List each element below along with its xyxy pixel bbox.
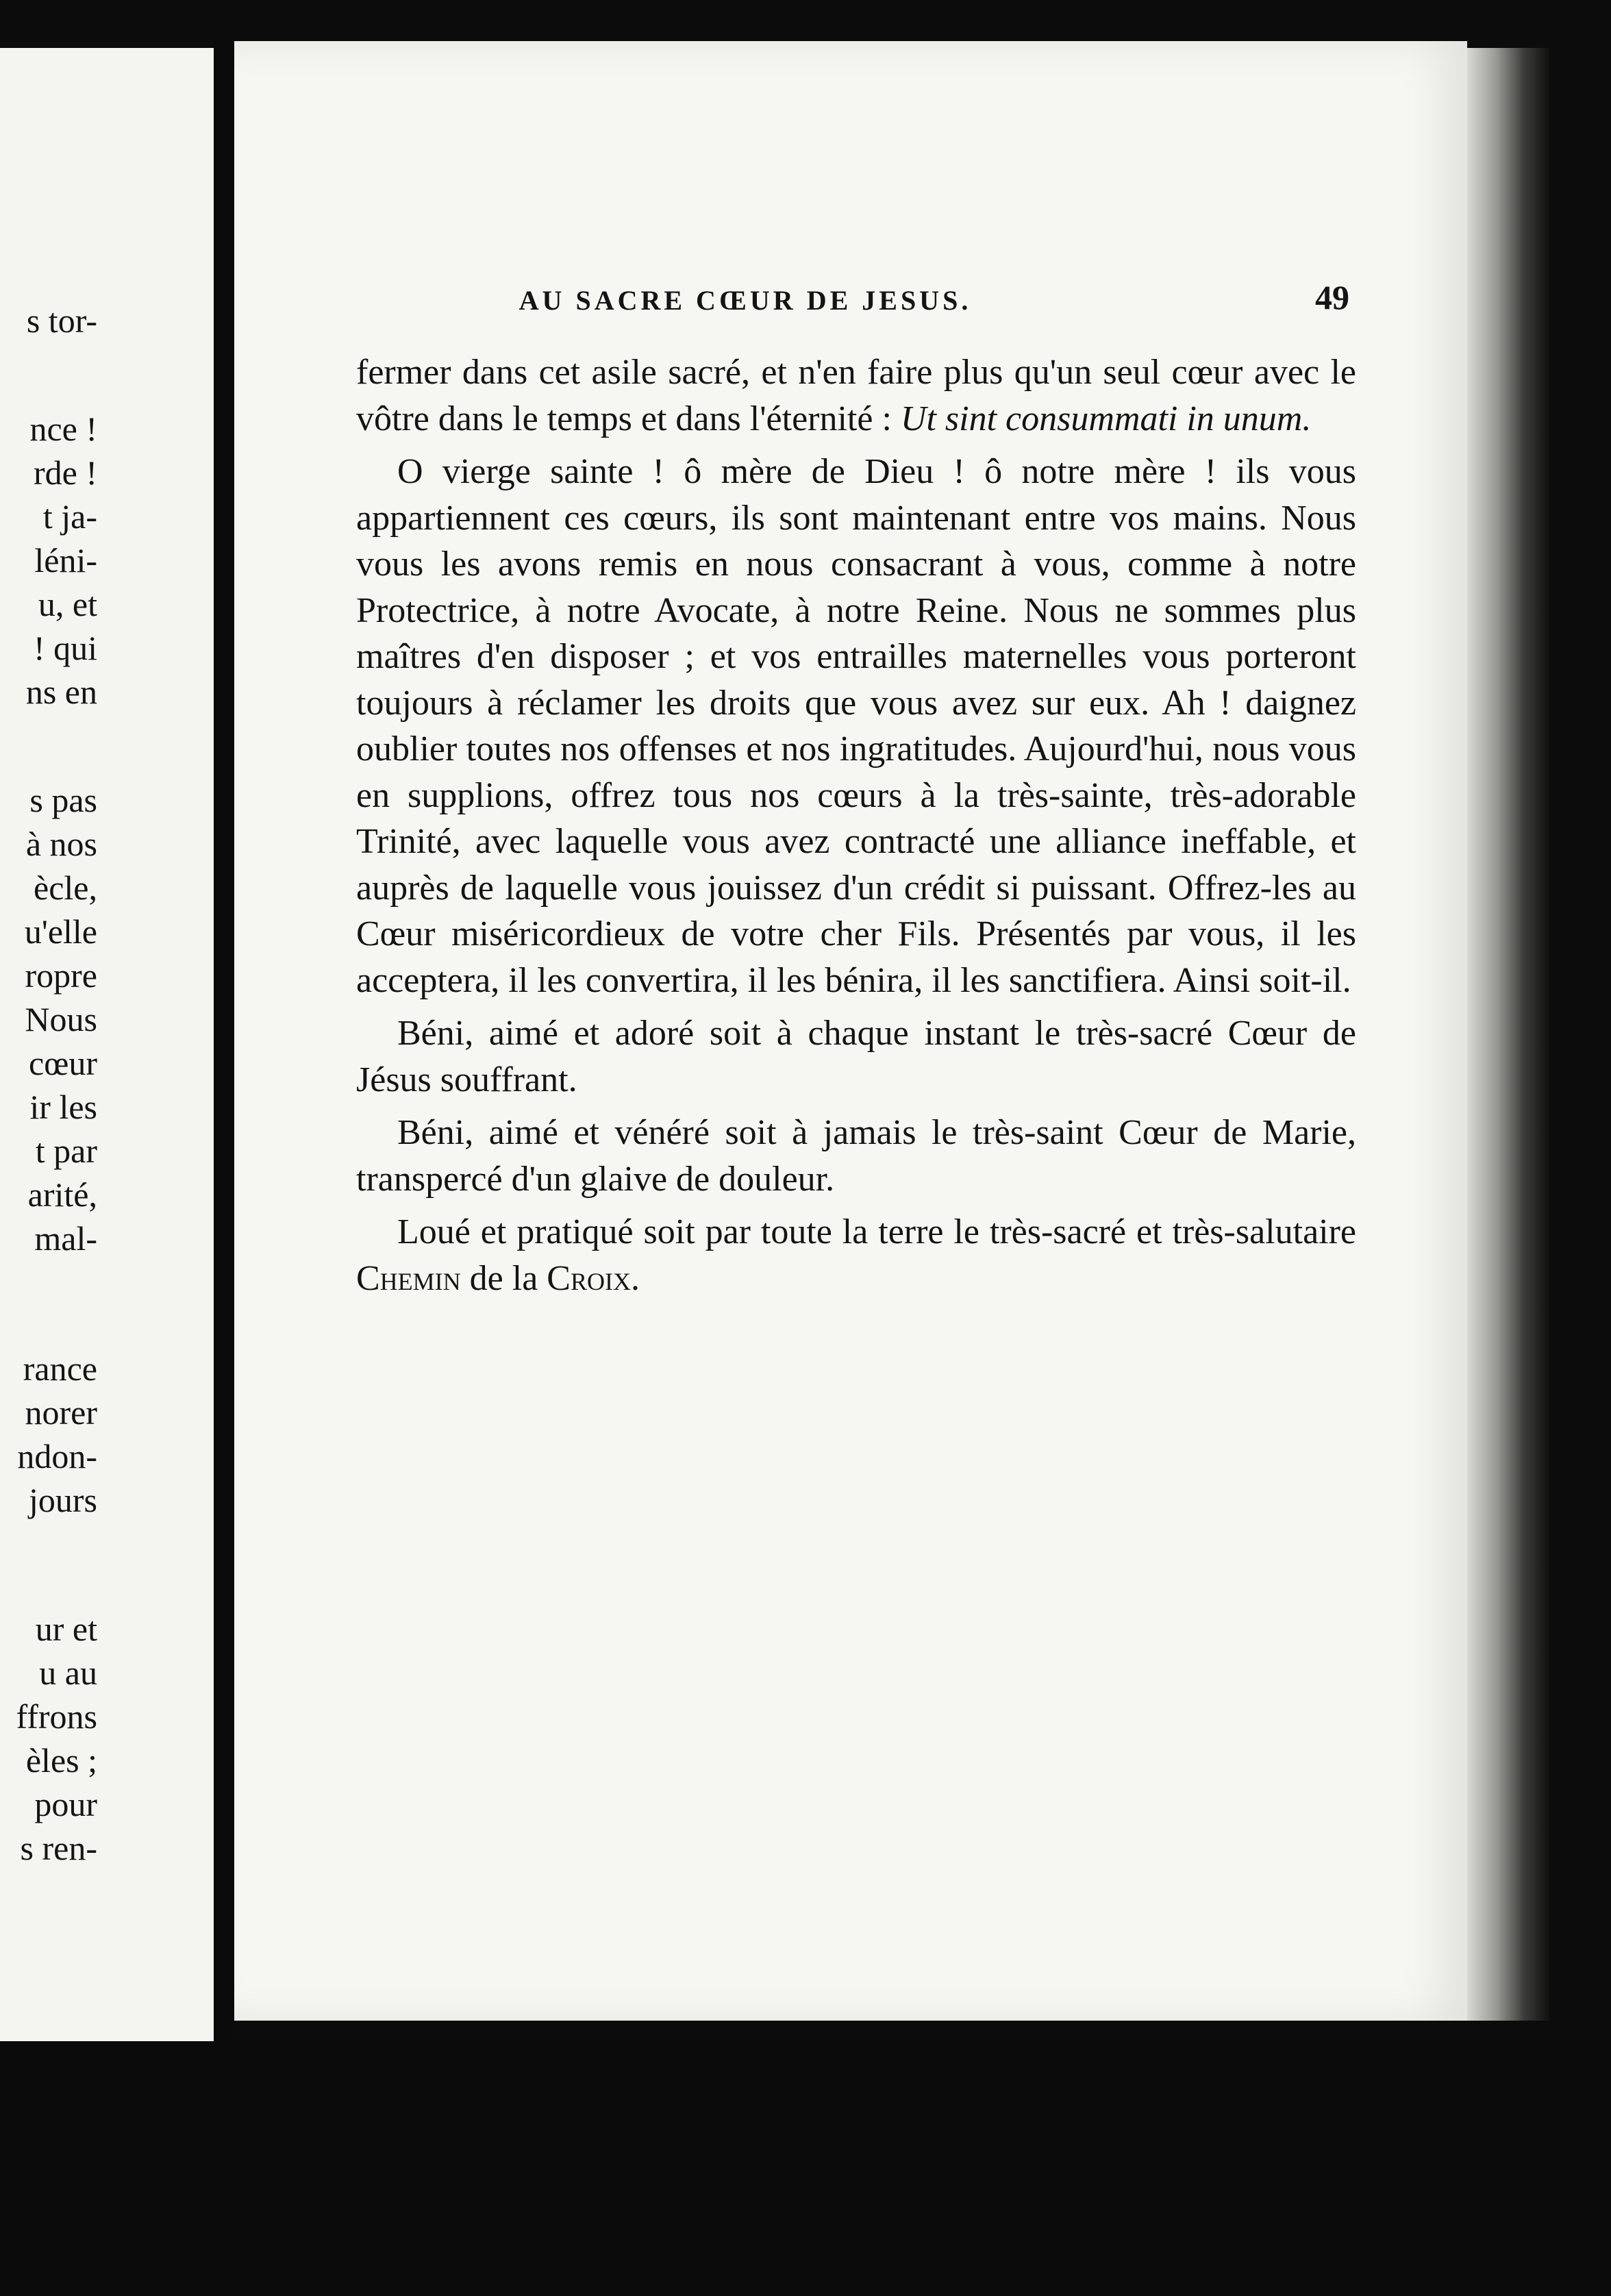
paragraph-5 — [356, 1209, 1356, 1301]
paragraph-5-end: . — [630, 1258, 640, 1298]
left-page-line: s pas — [29, 781, 97, 819]
left-page-line: ndon- — [17, 1437, 97, 1475]
left-page-line: cœur — [29, 1044, 97, 1082]
left-page-line: Nous — [25, 1000, 97, 1038]
left-page-line: jours — [29, 1481, 97, 1519]
left-page-line: ècle, — [34, 869, 97, 907]
running-head: AU SACRE CŒUR DE JESUS. — [519, 285, 972, 316]
left-page-text-fragments — [0, 48, 214, 2041]
paragraph-3: Béni, aimé et adoré soit à chaque instant le très-sacré Cœur de Jésus souffrant. — [356, 1014, 1356, 1099]
book-gutter — [214, 41, 234, 2055]
left-page-line: nce ! — [29, 410, 97, 448]
page-number: 49 — [1315, 278, 1349, 316]
left-page-line: à nos — [25, 825, 97, 863]
paragraph-1-text: fermer dans cet asile sacré, et n'en faire plus qu'un seul cœur avec le vôtre dans le temps et dans l'éternité : — [356, 353, 1356, 438]
left-page-line: s ren- — [20, 1829, 97, 1867]
paragraph-4: Béni, aimé et vénéré soit à jamais le très-saint Cœur de Marie, transpercé d'un glaive de douleur. — [356, 1113, 1356, 1199]
left-page-line: arité, — [27, 1175, 97, 1214]
left-page-line: ur et — [35, 1610, 97, 1648]
left-page-line: t par — [35, 1132, 97, 1170]
left-page-line: èles ; — [25, 1741, 97, 1780]
left-page-line: ir les — [29, 1088, 97, 1126]
left-page-line: rance — [23, 1349, 97, 1388]
left-page-line: s tor- — [26, 301, 97, 340]
paragraph-2: O vierge sainte ! ô mère de Dieu ! ô notre mère ! ils vous appartiennent ces cœurs, ils sont maintenant entre vos mains. Nous vous les avons remis en nous consacrant à vous, comme à notre Protectrice, à notre Avocate, à notre Reine. Nous ne sommes plus maîtres d'en disposer ; et vos entrailles maternelles vous porteront toujours à réclamer les droits que vous avez sur eux. Ah ! daignez oublier toutes nos offenses et nos ingratitudes. Aujourd'hui, nous vous en supplions, offrez tous nos cœurs à la très-sainte, très-adorable Trinité, avec laquelle vous avez contracté une alliance ineffable, et auprès de laquelle vous jouissez d'un crédit si puissant. Offrez-les au Cœur miséricordieux de votre cher Fils. Présentés par vous, il les acceptera, il les convertira, il les bénira, il les sanctifiera. Ainsi soit-il. — [356, 452, 1356, 1000]
left-page-line: u'elle — [24, 912, 97, 951]
left-facing-page — [0, 48, 214, 2041]
left-page-line: mal- — [34, 1219, 97, 1258]
left-page-line: ! qui — [33, 629, 97, 667]
left-page-line: ffrons — [16, 1697, 97, 1736]
left-page-line: ns en — [25, 673, 97, 711]
paragraph-5-text: Loué et pratiqué soit par toute la terre le très-sacré et très-salutaire — [397, 1212, 1356, 1251]
latin-quotation: Ut sint consummati in unum. — [900, 399, 1312, 438]
paragraph-1 — [356, 349, 1356, 442]
scan-bottom-border — [0, 2041, 1611, 2296]
paragraph-5-middle: de la — [460, 1258, 547, 1298]
left-page-line: u au — [39, 1654, 97, 1692]
left-page-line: ropre — [25, 956, 97, 995]
left-page-line: u, et — [38, 585, 97, 623]
left-page-line: rde ! — [34, 453, 97, 492]
page-body-text — [356, 349, 1356, 1301]
page-edge-shadow — [1467, 48, 1549, 2021]
left-page-line: pour — [34, 1785, 97, 1823]
small-caps-chemin: Chemin — [356, 1258, 461, 1298]
small-caps-croix: Croix — [547, 1258, 631, 1298]
left-page-line: norer — [25, 1393, 97, 1432]
left-page-line: léni- — [34, 541, 97, 579]
left-page-line: t ja- — [42, 497, 97, 536]
